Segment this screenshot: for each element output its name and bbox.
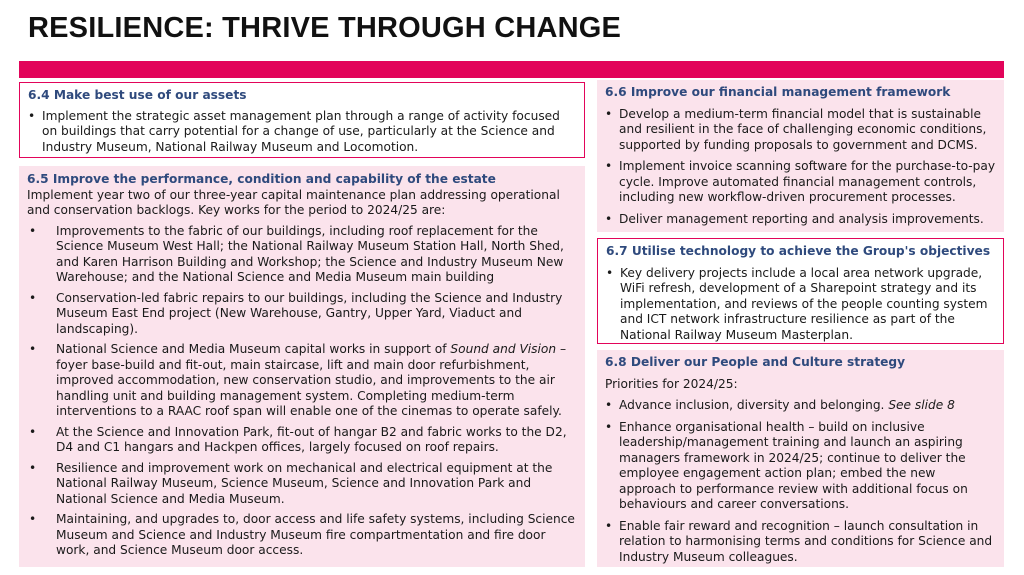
list-item: • National Science and Media Museum capital works in support of Sound and Vision – foyer base-build and fit-out, main staircase, lift and main door refurbishment, improved accommodation, new conservation studio, and improvements to the air handling unit and building management system. Completing medium-term interventions to a RAAC roof span will enable one of the cinemas to operate safely. — [27, 342, 577, 420]
page-title: RESILIENCE: THRIVE THROUGH CHANGE — [28, 12, 622, 44]
list-item: • Advance inclusion, diversity and belonging. See slide 8 — [605, 398, 996, 414]
section-intro: Implement year two of our three-year capital maintenance plan addressing operational and conservation backlogs. Key works for the period to 2024/25 are: — [27, 187, 560, 217]
list-item: • At the Science and Innovation Park, fit-out of hangar B2 and fabric works to the D2, D4 and C1 hangars and Hackpen offices, largely focused on roof repairs. — [27, 425, 577, 456]
list-item: • Implement invoice scanning software for the purchase-to-pay cycle. Improve automated financial management controls, including new workflow-driven procurement processes. — [605, 159, 996, 206]
accent-bar — [19, 61, 1004, 78]
list-item: • Enhance organisational health – build on inclusive leadership/management training and launch an aspiring managers framework in 2024/25; continue to deliver the employee engagement action plan; embed the new approach to performance review with additional focus on behaviours and career conversations. — [605, 420, 996, 513]
section-6-4 — [19, 82, 585, 158]
list-item: • Implement the strategic asset management plan through a range of activity focused on buildings that carry potential for a change of use, particularly at the Science and Industry Museum, National Railway Museum and Locomotion. — [28, 109, 576, 156]
list-item: • Key delivery projects include a local area network upgrade, WiFi refresh, development of a Sharepoint strategy and its implementation, and reviews of the people counting system and ICT network infrastructure resilience as part of the National Railway Museum Masterplan. — [606, 266, 995, 344]
section-intro: Priorities for 2024/25: — [605, 376, 738, 391]
section-heading: 6.7 Utilise technology to achieve the Group's objectives — [606, 244, 991, 258]
section-heading: 6.8 Deliver our People and Culture strategy — [605, 355, 906, 369]
list-item: • Develop a medium-term financial model that is sustainable and resilient in the face of challenging economic conditions, supported by funding proposals to government and DCMS. — [605, 107, 996, 154]
list-item: • Maintaining, and upgrades to, door access and life safety systems, including Science Museum and Science and Industry Museum fire compartmentation and fire door work, and Science Museum door access. — [27, 512, 577, 559]
section-6-7 — [597, 238, 1004, 344]
list-item: • Improvements to the fabric of our buildings, including roof replacement for the Science Museum West Hall; the National Railway Museum Station Hall, North Shed, and Karen Harrison Building and Workshop; the Science and Industry Museum New Warehouse; and the National Science and Media Museum main building — [27, 224, 577, 286]
section-6-8 — [597, 350, 1004, 567]
list-item: • Deliver management reporting and analysis improvements. — [605, 212, 996, 228]
section-6-5 — [19, 166, 585, 567]
section-6-6 — [597, 80, 1004, 232]
section-heading: 6.5 Improve the performance, condition and capability of the estate — [27, 172, 496, 186]
list-item: • Enable fair reward and recognition – launch consultation in relation to harmonising terms and conditions for Science and Industry Museum colleagues. — [605, 519, 996, 566]
section-heading: 6.4 Make best use of our assets — [28, 88, 247, 102]
list-item: • Conservation-led fabric repairs to our buildings, including the Science and Industry Museum East End project (New Warehouse, Gantry, Upper Yard, Viaduct and landscaping). — [27, 291, 577, 338]
section-heading: 6.6 Improve our financial management framework — [605, 85, 951, 99]
list-item: • Resilience and improvement work on mechanical and electrical equipment at the National Railway Museum, Science Museum, Science and Innovation Park and National Science and Media Museum. — [27, 461, 577, 508]
